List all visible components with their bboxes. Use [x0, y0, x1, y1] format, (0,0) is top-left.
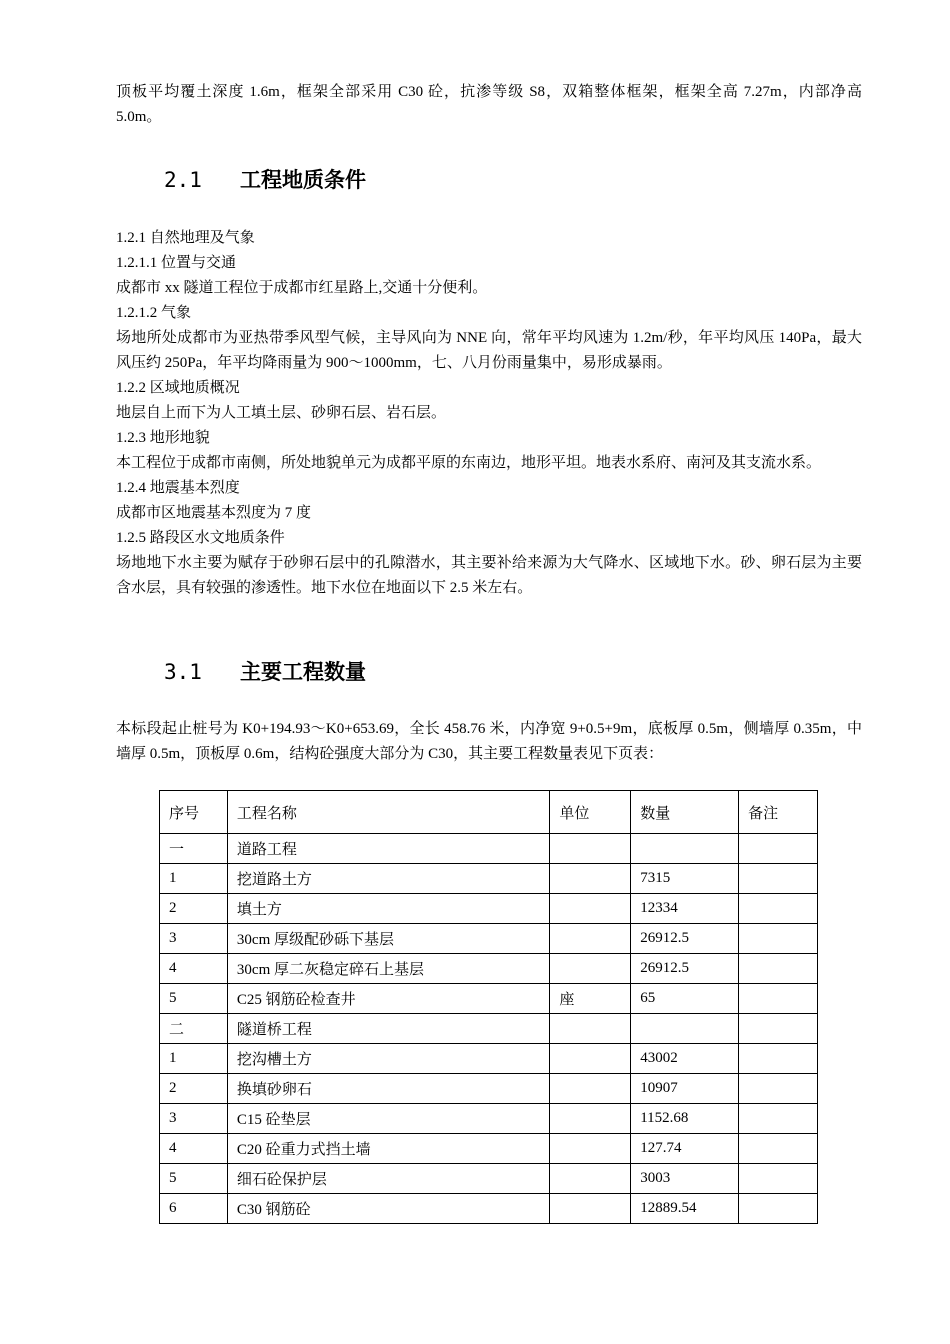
- geology-body: [116, 226, 862, 601]
- name-cell: C30 钢筋砼: [227, 1194, 549, 1224]
- quantity-cell: 12334: [631, 894, 739, 924]
- section-title: 工程地质条件: [240, 168, 366, 192]
- name-cell: 挖道路土方: [227, 864, 549, 894]
- quantity-cell: 1152.68: [631, 1104, 739, 1134]
- subheading: 1.2.3 地形地貌: [116, 430, 210, 446]
- quantity-cell: [631, 1014, 739, 1044]
- index-cell: 2: [160, 894, 228, 924]
- remark-cell: [739, 1014, 818, 1044]
- unit-cell: [550, 864, 631, 894]
- body-text: 成都市 xx 隧道工程位于成都市红星路上,交通十分便利。: [116, 280, 488, 296]
- remark-cell: [739, 954, 818, 984]
- unit-cell: [550, 1194, 631, 1224]
- section-heading-quantity: [164, 656, 366, 686]
- index-cell: 2: [160, 1074, 228, 1104]
- name-cell: 挖沟槽土方: [227, 1044, 549, 1074]
- column-header: 序号: [160, 791, 228, 834]
- name-cell: C15 砼垫层: [227, 1104, 549, 1134]
- unit-cell: [550, 1074, 631, 1104]
- quantity-cell: 10907: [631, 1074, 739, 1104]
- unit-cell: [550, 1164, 631, 1194]
- subheading: 1.2.2 区域地质概况: [116, 380, 240, 396]
- body-text: 本工程位于成都市南侧，所处地貌单元为成都平原的东南边，地形平坦。地表水系府、南河及其支流水系。: [116, 455, 822, 471]
- table-row: [160, 924, 818, 954]
- table-row: [160, 1104, 818, 1134]
- name-cell: 30cm 厚二灰稳定碎石上基层: [227, 954, 549, 984]
- name-cell: C20 砼重力式挡土墙: [227, 1134, 549, 1164]
- remark-cell: [739, 864, 818, 894]
- quantity-cell: 7315: [631, 864, 739, 894]
- name-cell: C25 钢筋砼检查井: [227, 984, 549, 1014]
- remark-cell: [739, 984, 818, 1014]
- remark-cell: [739, 1194, 818, 1224]
- subheading: 1.2.1 自然地理及气象: [116, 230, 255, 246]
- body-text: 地层自上而下为人工填土层、砂卵石层、岩石层。: [116, 405, 447, 421]
- column-header: 工程名称: [227, 791, 549, 834]
- index-cell: 一: [160, 834, 228, 864]
- quantity-cell: 26912.5: [631, 924, 739, 954]
- remark-cell: [739, 1044, 818, 1074]
- quantity-cell: 43002: [631, 1044, 739, 1074]
- index-cell: 4: [160, 1134, 228, 1164]
- remark-cell: [739, 1134, 818, 1164]
- remark-cell: [739, 1104, 818, 1134]
- index-cell: 4: [160, 954, 228, 984]
- column-header: 数量: [631, 791, 739, 834]
- table-row: [160, 1164, 818, 1194]
- table-row: [160, 984, 818, 1014]
- name-cell: 道路工程: [227, 834, 549, 864]
- name-cell: 隧道桥工程: [227, 1014, 549, 1044]
- quantity-table: [159, 790, 818, 1224]
- index-cell: 6: [160, 1194, 228, 1224]
- quantity-cell: [631, 834, 739, 864]
- section-heading-geology: [164, 164, 366, 194]
- section-title: 主要工程数量: [240, 660, 366, 684]
- subheading: 1.2.5 路段区水文地质条件: [116, 530, 285, 546]
- table-row: [160, 864, 818, 894]
- quantity-cell: 127.74: [631, 1134, 739, 1164]
- table-header-row: [160, 791, 818, 834]
- subheading: 1.2.1.1 位置与交通: [116, 255, 237, 271]
- name-cell: 30cm 厚级配砂砾下基层: [227, 924, 549, 954]
- unit-cell: [550, 834, 631, 864]
- index-cell: 5: [160, 1164, 228, 1194]
- quantity-paragraph: 本标段起止桩号为 K0+194.93～K0+653.69，全长 458.76 米，内净宽 9+0.5+9m，底板厚 0.5m，侧墙厚 0.35m，中墙厚 0.5m，顶板厚 0.6m，结构砼强度大部分为 C30，其主要工程数量表见下页表：: [116, 721, 862, 762]
- intro-paragraph: 顶板平均覆土深度 1.6m，框架全部采用 C30 砼，抗渗等级 S8，双箱整体框架，框架全高 7.27m，内部净高 5.0m。: [116, 84, 862, 125]
- subheading: 1.2.1.2 气象: [116, 305, 192, 321]
- quantity-cell: 26912.5: [631, 954, 739, 984]
- table-row: [160, 1044, 818, 1074]
- index-cell: 3: [160, 1104, 228, 1134]
- table-row: [160, 954, 818, 984]
- section-number: 2.1: [164, 168, 202, 192]
- index-cell: 1: [160, 1044, 228, 1074]
- quantity-cell: 12889.54: [631, 1194, 739, 1224]
- quantity-cell: 65: [631, 984, 739, 1014]
- body-text: 成都市区地震基本烈度为 7 度: [116, 505, 312, 521]
- unit-cell: [550, 894, 631, 924]
- section-number: 3.1: [164, 660, 202, 684]
- unit-cell: [550, 1134, 631, 1164]
- remark-cell: [739, 1164, 818, 1194]
- name-cell: 细石砼保护层: [227, 1164, 549, 1194]
- remark-cell: [739, 834, 818, 864]
- column-header: 备注: [739, 791, 818, 834]
- table-row: [160, 834, 818, 864]
- remark-cell: [739, 894, 818, 924]
- name-cell: 换填砂卵石: [227, 1074, 549, 1104]
- table-row: [160, 1134, 818, 1164]
- unit-cell: [550, 954, 631, 984]
- remark-cell: [739, 924, 818, 954]
- index-cell: 5: [160, 984, 228, 1014]
- unit-cell: [550, 924, 631, 954]
- unit-cell: [550, 1044, 631, 1074]
- index-cell: 3: [160, 924, 228, 954]
- remark-cell: [739, 1074, 818, 1104]
- subheading: 1.2.4 地震基本烈度: [116, 480, 240, 496]
- quantity-cell: 3003: [631, 1164, 739, 1194]
- unit-cell: [550, 1104, 631, 1134]
- body-text: 场地所处成都市为亚热带季风型气候，主导风向为 NNE 向，常年平均风速为 1.2m/秒，年平均风压 140Pa，最大风压约 250Pa，年平均降雨量为 900～1000mm，七、八月份雨量集中，易形成暴雨。: [116, 330, 862, 371]
- index-cell: 二: [160, 1014, 228, 1044]
- table-row: [160, 894, 818, 924]
- table-row: [160, 1014, 818, 1044]
- table-row: [160, 1194, 818, 1224]
- unit-cell: [550, 1014, 631, 1044]
- column-header: 单位: [550, 791, 631, 834]
- name-cell: 填土方: [227, 894, 549, 924]
- index-cell: 1: [160, 864, 228, 894]
- unit-cell: 座: [550, 984, 631, 1014]
- table-row: [160, 1074, 818, 1104]
- body-text: 场地地下水主要为赋存于砂卵石层中的孔隙潜水，其主要补给来源为大气降水、区域地下水。砂、卵石层为主要含水层，具有较强的渗透性。地下水位在地面以下 2.5 米左右。: [116, 555, 862, 596]
